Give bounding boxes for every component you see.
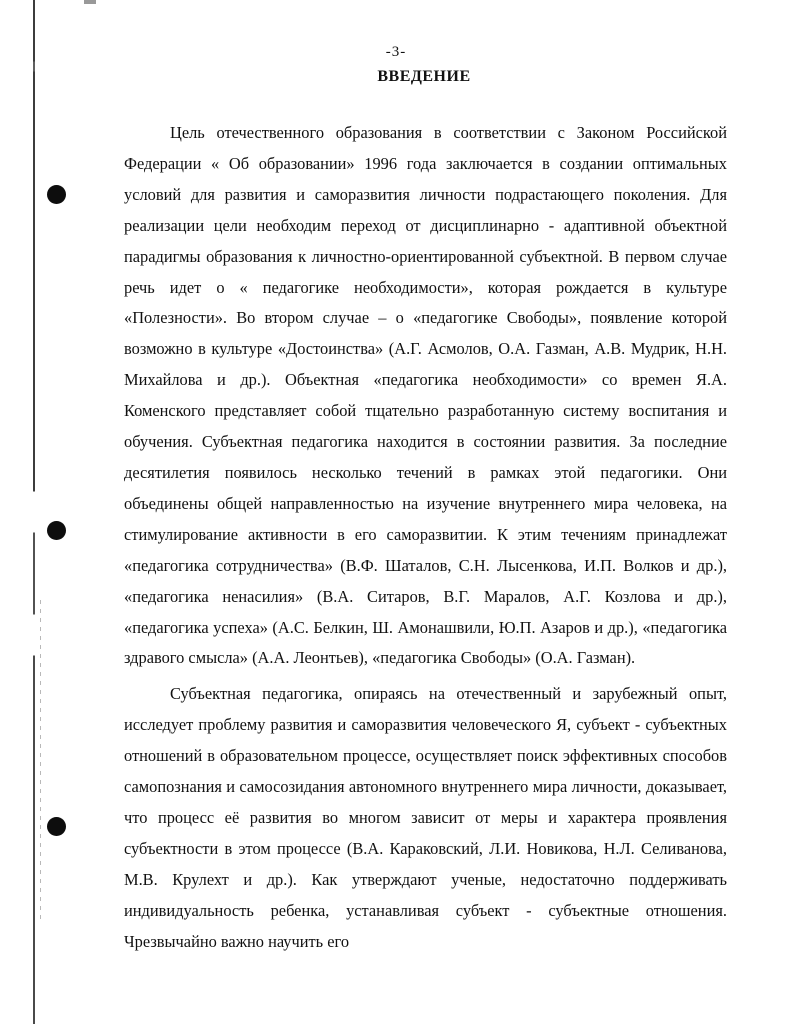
body-text bbox=[124, 118, 727, 957]
paragraph-intro: Цель отечественного образования в соответствии с Законом Российской Федерации « Об образовании» 1996 года заключается в создании оптимальных условий для развития и саморазвития личности подрастающего поколения. Для реализации цели необходим переход от дисциплинарно - адаптивной объектной парадигмы образования к личностно-ориентированной субъектной. В первом случае речь идет о « педагогике необходимости», которая рождается в культуре «Полезности». Во втором случае – о «педагогике Свободы», появление которой возможно в культуре «Достоинства» (А.Г. Асмолов, О.А. Газман, А.В. Мудрик, Н.Н. Михайлова и др.). Объектная «педагогика необходимости» со времен Я.А. Коменского представляет собой тщательно разработанную систему воспитания и обучения. Субъектная педагогика находится в состоянии развития. За последние десятилетия появилось несколько течений в рамках этой педагогики. Они объединены общей направленностью на изучение внутреннего мира человека, на стимулирование активности в его саморазвитии. К этим течениям принадлежат «педагогика сотрудничества» (В.Ф. Шаталов, С.Н. Лысенкова, И.П. Волков и др.), «педагогика ненасилия» (В.А. Ситаров, В.Г. Маралов, А.Г. Козлова и др.), «педагогика успеха» (А.С. Белкин, Ш. Амонашвили, Ю.П. Азаров и др.), «педагогика здравого смысла» (А.А. Леонтьев), «педагогика Свободы» (О.А. Газман). bbox=[124, 123, 727, 668]
punch-hole-bottom bbox=[47, 817, 66, 836]
page-number: -3- bbox=[385, 44, 407, 60]
scan-top-mark bbox=[84, 0, 96, 4]
section-heading: ВВЕДЕНИЕ bbox=[377, 68, 471, 85]
scan-binding-shadow bbox=[40, 600, 41, 920]
scan-binding-edge bbox=[33, 0, 35, 1024]
paragraph-subject-pedagogy: Субъектная педагогика, опираясь на отечественный и зарубежный опыт, исследует проблему развития и саморазвития человеческого Я, субъект - субъектных отношений в образовательном процессе, осуществляет поиск эффективных способов самопознания и самосозидания автономного внутреннего мира личности, доказывает, что процесс её развития во многом зависит от меры и характера проявления субъектности в этом процессе (В.А. Караковский, Л.И. Новикова, Н.Л. Селиванова, М.В. Крулехт и др.). Как утверждают ученые, недостаточно поддерживать индивидуальность ребенка, устанавливая субъект - субъектные отношения. Чрезвычайно важно научить его bbox=[124, 684, 727, 951]
punch-hole-middle bbox=[47, 521, 66, 540]
punch-hole-top bbox=[47, 185, 66, 204]
